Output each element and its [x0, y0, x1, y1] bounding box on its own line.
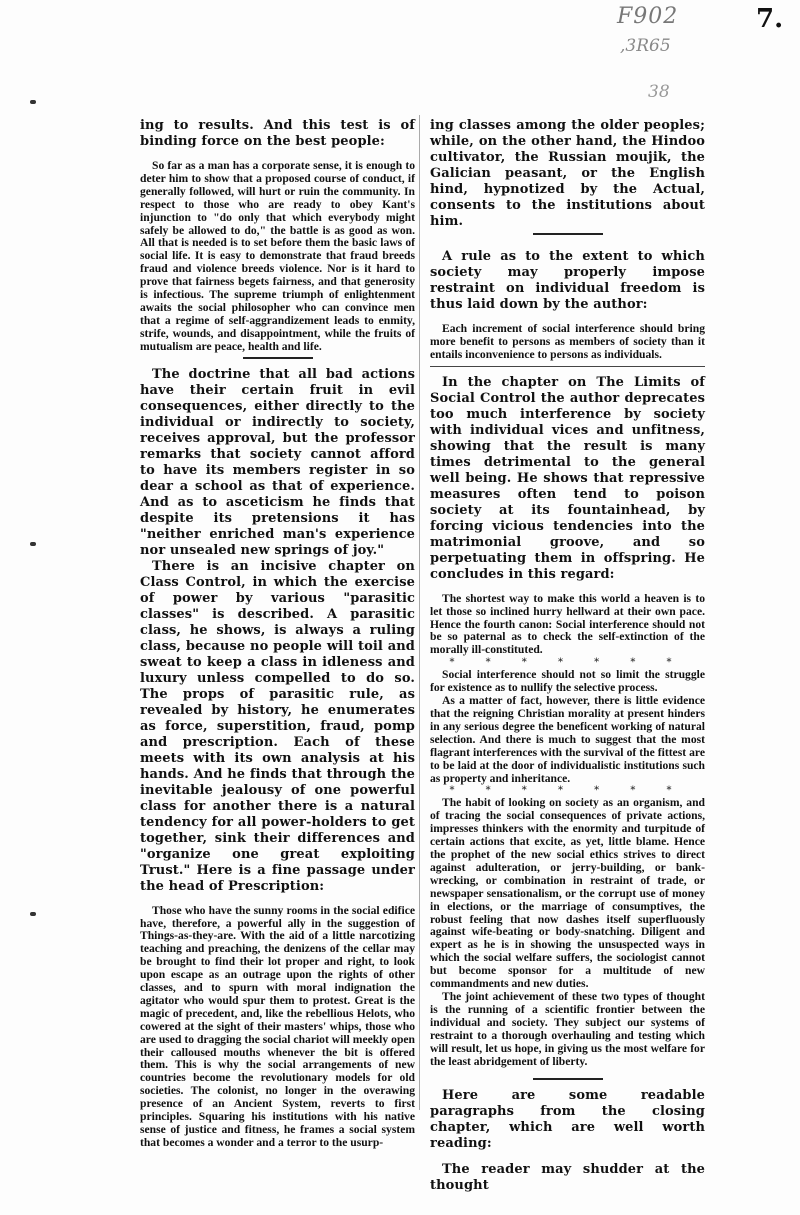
block-quote: As a matter of fact, however, there is little evidence that the reigning Christian morality at present hinders in any serious degree the beneficent working of natural selection. And there is much to suggest that the most flagrant interferences with the survival of the fittest are to be laid at the door of individualistic institutions such as property and inheritance. [430, 694, 705, 785]
left-column [140, 118, 415, 1150]
paragraph: There is an incisive chapter on Class Control, in which the exercise of power by various "parasitic classes" is described. A parasitic class, he shows, is always a ruling class, because no people will toil and sweat to keep a class in idleness and luxury unless compelled to do so. The props of parasitic rule, as revealed by history, he enumerates as force, superstition, fraud, pomp and prescription. Each of these meets with its own analysis at his hands. And he finds that through the inevitable jealousy of one powerful class for another there is a natural tendency for all power-holders to get together, sink their differences and "organize one great exploiting Trust." Here is a fine passage under the head of Prescription: [140, 558, 415, 894]
section-divider [533, 233, 603, 235]
margin-speck [30, 100, 36, 104]
right-column [430, 118, 705, 1194]
block-quote: The habit of looking on society as an organism, and of tracing the social consequences of private actions, impresses thinkers with the enormity and turpitude of certain actions that excite, as yet, little blame. Hence the prophet of the new social ethics strives to direct against adulteration, or jerry-building, or bank-wrecking, or combination in restraint of trade, or newspaper sensationalism, or the corrupt use of money in elections, or the marriage of consumptives, the robust feeling that now dashes itself superfluously against wife-beating or body-snatching. Diligent and expert as he is in showing the unsuspected ways in which the social welfare suffers, the sociologist cannot but become sponsor for a multitude of new commandments and new duties. [430, 796, 705, 991]
paragraph: In the chapter on The Limits of Social Control the author deprecates too much interference by society with individual vices and unfitness, showing that the result is many times detrimental to the general well being. He shows that repressive measures often tend to poison society at its fountainhead, by forcing vicious tendencies into the matrimonial groove, and so perpetuating them in offspring. He concludes in this regard: [430, 374, 705, 582]
archive-mark: F902 [617, 4, 679, 29]
paragraph: Here are some readable paragraphs from the closing chapter, which are well worth reading: [430, 1088, 705, 1152]
margin-speck [30, 542, 36, 546]
column-rule [419, 115, 420, 1110]
section-divider [430, 366, 705, 367]
asterisk-separator: * * * * * * * [449, 785, 686, 797]
block-quote: The shortest way to make this world a heaven is to let those so inclined hurry hellward at their own pace. Hence the fourth canon: Social interference should not be so paternal as to check the self-extinction of the morally ill-constituted. [430, 591, 705, 657]
paragraph: A rule as to the extent to which society may properly impose restraint on individual freedom is thus laid down by the author: [430, 249, 705, 312]
block-quote: The joint achievement of these two types of thought is the running of a scientific frontier between the individual and society. They subject our systems of restraint to a thorough overhauling and testing which will result, let us hope, in giving us the most welfare for the least abridgement of liberty. [430, 990, 705, 1068]
block-quote: Social interference should not so limit the struggle for existence as to nullify the selective process. [430, 668, 705, 695]
asterisk-separator: * * * * * * * [449, 657, 686, 669]
paragraph: The reader may shudder at the thought [430, 1162, 705, 1194]
section-divider [533, 1078, 603, 1080]
section-divider [243, 357, 313, 359]
archive-mark: 38 [648, 82, 670, 102]
block-quote: Those who have the sunny rooms in the social edifice have, therefore, a powerful ally in the suggestion of Things-as-they-are. With the aid of a little narcotizing teaching and preaching, the denizens of the cellar may be brought to find their lot proper and right, to look upon escape as an outrage upon the rights of other classes, and to spurn with moral indignation the agitator who would spur them to protest. Great is the magic of precedent, and, like the rebellious Helots, who cowered at the sight of their masters' whips, those who are used to dragging the social chariot will meekly open their calloused mouths whenever the bit is offered them. This is why the social arrangements of new countries become the revolutionary models for old societies. The colonist, no longer in the overawing presence of an Ancient System, reverts to first principles. Squaring his institutions with his native sense of justice and fitness, he frames a social system that becomes a wonder and a terror to the usurp- [140, 903, 415, 1149]
archive-mark: ,3R65 [620, 36, 671, 56]
paragraph: ing to results. And this test is of binding force on the best people: [140, 118, 415, 149]
page-number: 7. [756, 4, 784, 34]
paragraph: ing classes among the older peoples; while, on the other hand, the Hindoo cultivator, the Russian moujik, the Galician peasant, or the English hind, hypnotized by the Actual, consents to the institutions about him. [430, 118, 705, 229]
block-quote: Each increment of social interference should bring more benefit to persons as members of society than it entails inconvenience to persons as individuals. [430, 322, 705, 361]
margin-speck [30, 912, 36, 916]
block-quote: So far as a man has a corporate sense, it is enough to deter him to show that a proposed course of conduct, if generally followed, will hurt or ruin the community. In respect to those who are ready to obey Kant's injunction to "do only that which everybody might safely be allowed to do," the battle is as good as won. All that is needed is to set before them the basic laws of social life. It is easy to demonstrate that fraud breeds fraud and violence breeds violence. Nor is it hard to prove that fairness begets fairness, and that generosity is infectious. The supreme triumph of enlightenment awaits the social philosopher who can convince men that a regime of self-aggrandizement leads to enmity, strife, wounds, and disappointment, while the fruits of mutualism are peace, health and life. [140, 159, 415, 353]
paragraph: The doctrine that all bad actions have their certain fruit in evil consequences, either directly to the individual or indirectly to society, receives approval, but the professor remarks that society cannot afford to have its members register in so dear a school as that of experience. And as to asceticism he finds that despite its pretensions it has "neither enriched man's experience nor unsealed new springs of joy." [140, 366, 415, 558]
